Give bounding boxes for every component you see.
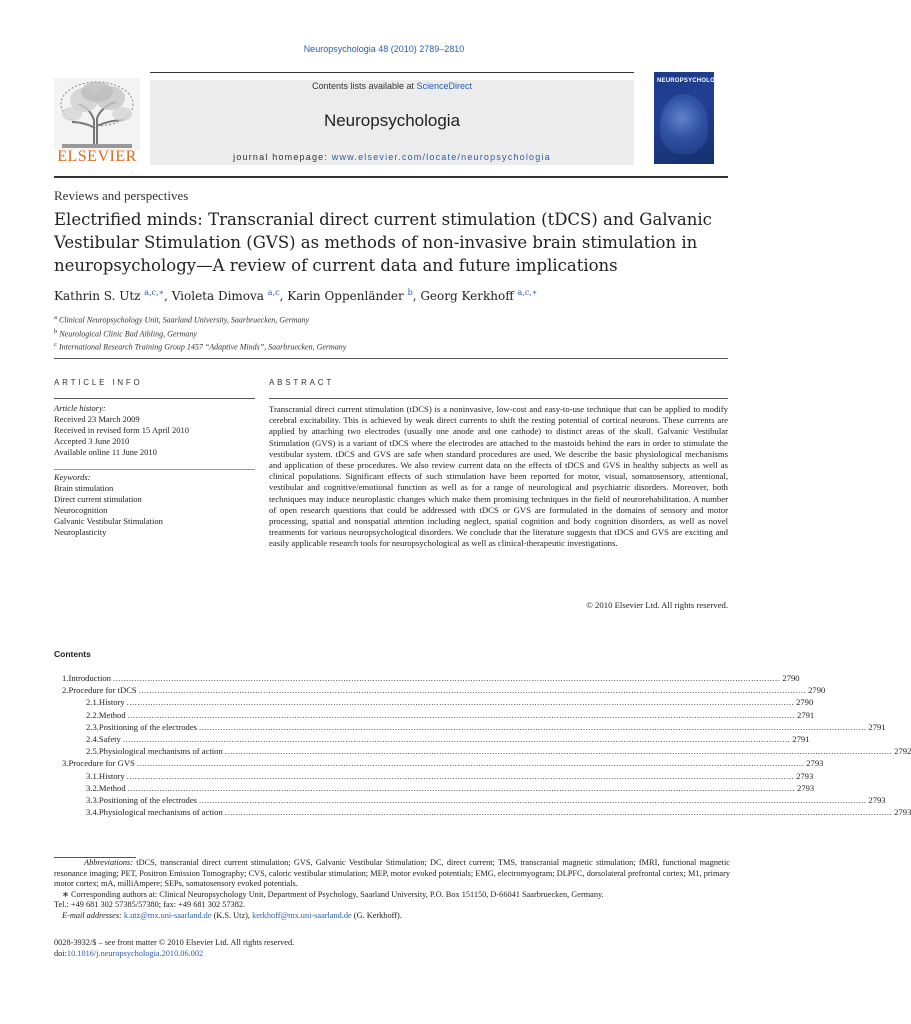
author-separator: , — [279, 289, 288, 303]
keywords-label: Keywords: — [54, 472, 91, 482]
toc-entry[interactable] — [62, 746, 911, 758]
contents-heading: Contents — [54, 649, 91, 659]
author-list — [54, 288, 537, 303]
abbreviations-label: Abbreviations: — [84, 858, 134, 867]
toc-entry[interactable] — [62, 782, 815, 795]
affiliation-text: International Research Training Group 1457 “Adaptive Minds”, Saarbruecken, Germany — [58, 342, 347, 352]
affiliation-item — [54, 326, 346, 340]
history-item: Accepted 3 June 2010 — [54, 436, 130, 446]
author-name: Georg Kerkhoff — [420, 289, 514, 303]
toc-leader — [139, 685, 806, 695]
history-item: Received in revised form 15 April 2010 — [54, 425, 190, 435]
toc-leader — [225, 746, 892, 756]
abstract-text: Transcranial direct current stimulation (tDCS) is a noninvasive, low-cost and easy-to-use technique that can be applied to modify cerebral excitability. This is achieved by weak direct currents to shift the resting potential of cortical neurons. These currents are applied by attaching two electrodes (usually one anode and one cathode) to distinct areas of the skull. Galvanic Vestibular Stimulation (GVS) is a variant of tDCS where the electrodes are attached to the mastoids behind the ears in order to stimulate the vestibular system. tDCS and GVS are safe when standard procedures are used. We describe the basic physiological mechanisms and application of these procedures. We also review current data on the effects of tDCS and GVS in healthy subjects as well as clinical populations. Significant effects of such stimulation have been reported for motor, visual, somatosensory, attentional, vestibular and cognitive/emotional function as well as for a range of neurological and psychiatric disorders. Moreover, both techniques may induce neuroplastic changes which make them promising techniques in the field of neurorehabilitation. A number of open research questions that could be addressed with tDCS or GVS are formulated in the domains of sensory and motor processing, spatial and nonspatial attention including neglect, spatial cognition and body cognition disorders, as well as novel treatments for various neuropsychological disorders. We conclude that the literature suggests that tDCS and GVS are exciting and easily applicable research tools for neuropsychological as well as clinical-therapeutic investigations. — [269, 404, 728, 549]
toc-number: 3.4. — [86, 807, 99, 818]
keywords — [54, 472, 255, 538]
toc-number: 2. — [62, 685, 69, 696]
elsevier-logo — [54, 78, 140, 166]
toc-title: Physiological mechanisms of action — [98, 746, 223, 757]
toc-leader — [225, 807, 892, 817]
title-line: Electrified minds: Transcranial direct current stimulation (tDCS) and Galvanic — [54, 210, 712, 229]
toc-title: Method — [98, 709, 126, 720]
author-name: Kathrin S. Utz — [54, 289, 141, 303]
toc-leader — [123, 734, 790, 744]
keyword-item: Galvanic Vestibular Stimulation — [54, 516, 163, 526]
history-item: Available online 11 June 2010 — [54, 447, 157, 457]
keyword-item: Neurocognition — [54, 505, 108, 515]
doi-link[interactable]: 10.1016/j.neuropsychologia.2010.06.002 — [66, 949, 204, 958]
contents-prefix: Contents lists available at — [311, 81, 417, 91]
toc-number: 2.1. — [86, 697, 99, 708]
toc-leader — [127, 771, 794, 781]
toc-entry[interactable] — [62, 758, 824, 770]
issn-line: 0028-3932/$ – see front matter © 2010 Elsevier Ltd. All rights reserved. — [54, 938, 295, 947]
author-name: Violeta Dimova — [171, 289, 264, 303]
toc-number: 3.2. — [86, 782, 99, 793]
article-history — [54, 403, 255, 458]
email-label: E-mail addresses: — [62, 910, 122, 920]
toc-entry[interactable] — [62, 709, 815, 722]
toc-page: 2791 — [868, 721, 886, 732]
journal-name: Neuropsychologia — [323, 111, 461, 130]
toc-number: 3.1. — [86, 770, 99, 781]
keyword-item: Neuroplasticity — [54, 527, 107, 537]
toc-title: Safety — [98, 733, 121, 744]
journal-homepage — [150, 152, 634, 162]
toc-leader — [113, 673, 780, 683]
toc-number: 3.3. — [86, 794, 99, 805]
abstract-heading: ABSTRACT — [269, 378, 335, 387]
affiliation-item — [54, 312, 346, 326]
toc-leader — [199, 722, 866, 732]
affiliation-text: Clinical Neuropsychology Unit, Saarland University, Saarbruecken, Germany — [58, 315, 310, 325]
toc-entry[interactable] — [62, 721, 886, 734]
toc-title: Positioning of the electrodes — [98, 721, 197, 732]
toc-page: 2790 — [796, 697, 814, 708]
email-footnote — [54, 911, 730, 922]
toc-leader — [127, 697, 794, 707]
history-item: Received 23 March 2009 — [54, 414, 140, 424]
affiliation-mark: a — [54, 314, 57, 321]
toc-page: 2790 — [808, 685, 826, 696]
brain-head-icon — [660, 94, 708, 154]
toc-entry[interactable] — [62, 770, 814, 783]
author-affiliation-link[interactable]: b — [407, 288, 413, 297]
toc-title: Physiological mechanisms of action — [98, 807, 223, 818]
article-title — [54, 208, 734, 277]
author-affiliation-link[interactable]: a,c — [267, 288, 280, 297]
toc-leader — [199, 795, 866, 805]
abbreviations-footnote — [54, 858, 730, 890]
journal-citation[interactable]: Neuropsychologia 48 (2010) 2789–2810 — [303, 44, 465, 54]
telephone-footnote: Tel.: +49 681 302 57385/57380; fax: +49 681 302 57382. — [54, 900, 246, 910]
toc-title: Introduction — [68, 673, 111, 683]
homepage-link[interactable]: www.elsevier.com/locate/neuropsychologia — [331, 152, 551, 162]
corresponding-footnote: ∗ Corresponding authors at: Clinical Neuropsychology Unit, Department of Psychology, Saarland University, P.O. Box 151150, D-66041 Saarbruecken, Germany. — [62, 889, 604, 899]
toc-page: 2793 — [894, 807, 911, 818]
table-of-contents — [62, 673, 911, 819]
toc-title: History — [98, 770, 125, 781]
doi-prefix: doi: — [54, 949, 67, 958]
author-affiliation-link[interactable]: a,c,∗ — [144, 288, 165, 297]
article-info-divider — [54, 469, 255, 470]
footnotes — [54, 858, 730, 922]
author-separator: , — [412, 289, 421, 303]
homepage-prefix: journal homepage: — [233, 152, 332, 162]
toc-leader — [137, 758, 804, 768]
toc-leader — [128, 783, 795, 793]
toc-number: 2.5. — [86, 746, 99, 757]
toc-title: Method — [98, 782, 126, 793]
contents-availability — [150, 81, 634, 91]
toc-number: 3. — [62, 758, 69, 769]
header-bottom-rule — [54, 176, 728, 178]
email-owner-utz: (K.S. Utz), — [211, 910, 253, 920]
toc-page: 2792 — [894, 746, 911, 757]
affiliations — [54, 312, 346, 353]
article-info-heading: ARTICLE INFO — [54, 378, 143, 387]
keyword-item: Direct current stimulation — [54, 494, 142, 504]
toc-page: 2793 — [796, 770, 814, 781]
toc-number: 2.3. — [86, 721, 99, 732]
toc-page: 2793 — [797, 782, 815, 793]
keyword-item: Brain stimulation — [54, 483, 114, 493]
email-link-kerkhoff[interactable]: kerkhoff@mx.uni-saarland.de — [252, 910, 352, 920]
abstract-rule — [269, 398, 728, 399]
toc-page: 2793 — [806, 758, 824, 769]
affiliation-item — [54, 339, 346, 353]
author-affiliation-link[interactable]: a,c,∗ — [517, 288, 538, 297]
toc-title: Procedure for GVS — [68, 758, 135, 769]
cover-title: NEUROPSYCHOLOGIA — [657, 78, 727, 84]
toc-number: 2.2. — [86, 709, 99, 720]
toc-entry[interactable] — [62, 685, 826, 697]
toc-entry[interactable] — [62, 794, 886, 807]
abbreviations-text: tDCS, transcranial direct current stimulation; GVS, Galvanic Vestibular Stimulation; DC, direct current; TMS, transcranial magnetic stimulation; fMRI, functional magnetic resonance imaging; PET, Positron Emission Tomography; CVS, caloric vestibular stimulation; MEP, motor evoked potentials; EMG, electromyogram; DLPFC, dorsolateral prefrontal cortex; M1, primary motor cortex; mA, milliAmpere; SEPs, somatosensory evoked potentials. — [54, 858, 730, 889]
title-bottom-rule — [54, 358, 728, 359]
email-link-utz[interactable]: k.utz@mx.uni-saarland.de — [123, 910, 212, 920]
publication-info — [54, 937, 294, 959]
author-name: Karin Oppenländer — [287, 289, 404, 303]
title-line: neuropsychology—A review of current data and future implications — [54, 256, 618, 275]
toc-title: Positioning of the electrodes — [98, 794, 197, 805]
elsevier-wordmark: ELSEVIER — [57, 148, 137, 165]
doi-line — [54, 948, 294, 959]
affiliation-mark: b — [54, 327, 58, 335]
toc-page: 2791 — [792, 733, 810, 744]
toc-number: 1. — [62, 673, 69, 683]
toc-entry[interactable] — [62, 697, 814, 709]
email-owner-kerkhoff: (G. Kerkhoff). — [351, 910, 402, 920]
header-top-rule — [150, 72, 634, 73]
history-label: Article history: — [54, 403, 106, 413]
toc-leader — [128, 710, 795, 720]
toc-entry[interactable] — [62, 673, 800, 685]
affiliation-mark: c — [54, 341, 57, 349]
toc-entry[interactable] — [62, 807, 911, 819]
author-separator: , — [164, 289, 172, 303]
toc-entry[interactable] — [62, 733, 810, 746]
abstract-copyright: © 2010 Elsevier Ltd. All rights reserved. — [586, 600, 728, 610]
toc-page: 2793 — [868, 794, 886, 805]
journal-cover-thumbnail[interactable] — [654, 72, 727, 164]
toc-page: 2790 — [782, 673, 800, 683]
toc-page: 2791 — [797, 709, 815, 720]
toc-title: Procedure for tDCS — [68, 685, 137, 696]
affiliation-text: Neurological Clinic Bad Aibling, Germany — [59, 329, 197, 339]
toc-title: History — [98, 697, 125, 708]
toc-number: 2.4. — [86, 733, 99, 744]
section-label: Reviews and perspectives — [54, 188, 189, 203]
sciencedirect-link[interactable]: ScienceDirect — [416, 81, 473, 91]
article-info-rule — [54, 398, 255, 399]
title-line: Vestibular Stimulation (GVS) as methods of non-invasive brain stimulation in — [54, 233, 698, 252]
elsevier-tree-icon — [54, 78, 140, 150]
